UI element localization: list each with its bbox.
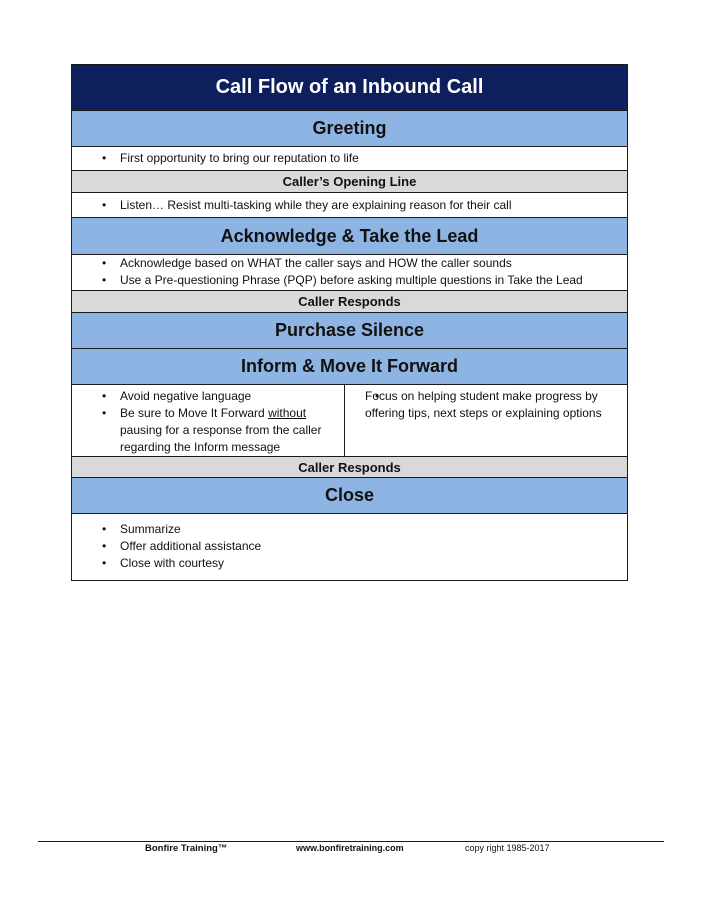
acknowledge-body — [72, 255, 627, 291]
list-item: • Offer additional assistance — [72, 538, 627, 555]
call-flow-table — [71, 64, 628, 581]
greeting-body — [72, 147, 627, 171]
caller-responds-header-2: Caller Responds — [72, 457, 627, 478]
close-header: Close — [72, 478, 627, 514]
close-body — [72, 514, 627, 580]
inform-header: Inform & Move It Forward — [72, 349, 627, 385]
greeting-header: Greeting — [72, 111, 627, 147]
list-item: • Focus on helping student make progress by offering tips, next steps or explaining options — [345, 388, 627, 422]
list-item — [72, 405, 344, 456]
without-emphasis: without — [268, 406, 307, 420]
page-footer — [0, 842, 702, 856]
list-item: • Summarize — [72, 521, 627, 538]
inform-left-column — [72, 385, 345, 456]
list-item: • Listen… Resist multi-tasking while they are explaining reason for their call — [72, 197, 627, 214]
footer-brand: Bonfire Training™ — [145, 843, 228, 854]
purchase-silence-header: Purchase Silence — [72, 313, 627, 349]
opening-line-header: Caller’s Opening Line — [72, 171, 627, 193]
inform-body — [72, 385, 627, 457]
list-item: • Avoid negative language — [72, 388, 344, 405]
move-forward-text: Be sure to Move It Forward — [120, 406, 269, 420]
list-item: • Acknowledge based on WHAT the caller says and HOW the caller sounds — [72, 255, 627, 272]
footer-website-link[interactable]: www.bonfiretraining.com — [296, 843, 404, 853]
list-item: • First opportunity to bring our reputation to life — [72, 150, 627, 167]
page-title: Call Flow of an Inbound Call — [72, 65, 627, 111]
opening-line-body — [72, 193, 627, 218]
list-item: • Use a Pre-questioning Phrase (PQP) before asking multiple questions in Take the Lead — [72, 272, 627, 289]
list-item: • Close with courtesy — [72, 555, 627, 572]
acknowledge-header: Acknowledge & Take the Lead — [72, 218, 627, 255]
footer-copyright: copy right 1985-2017 — [465, 843, 550, 853]
move-forward-text-cont: pausing for a response from the caller regarding the Inform message — [120, 423, 322, 454]
caller-responds-header: Caller Responds — [72, 291, 627, 313]
inform-right-column — [345, 385, 627, 456]
